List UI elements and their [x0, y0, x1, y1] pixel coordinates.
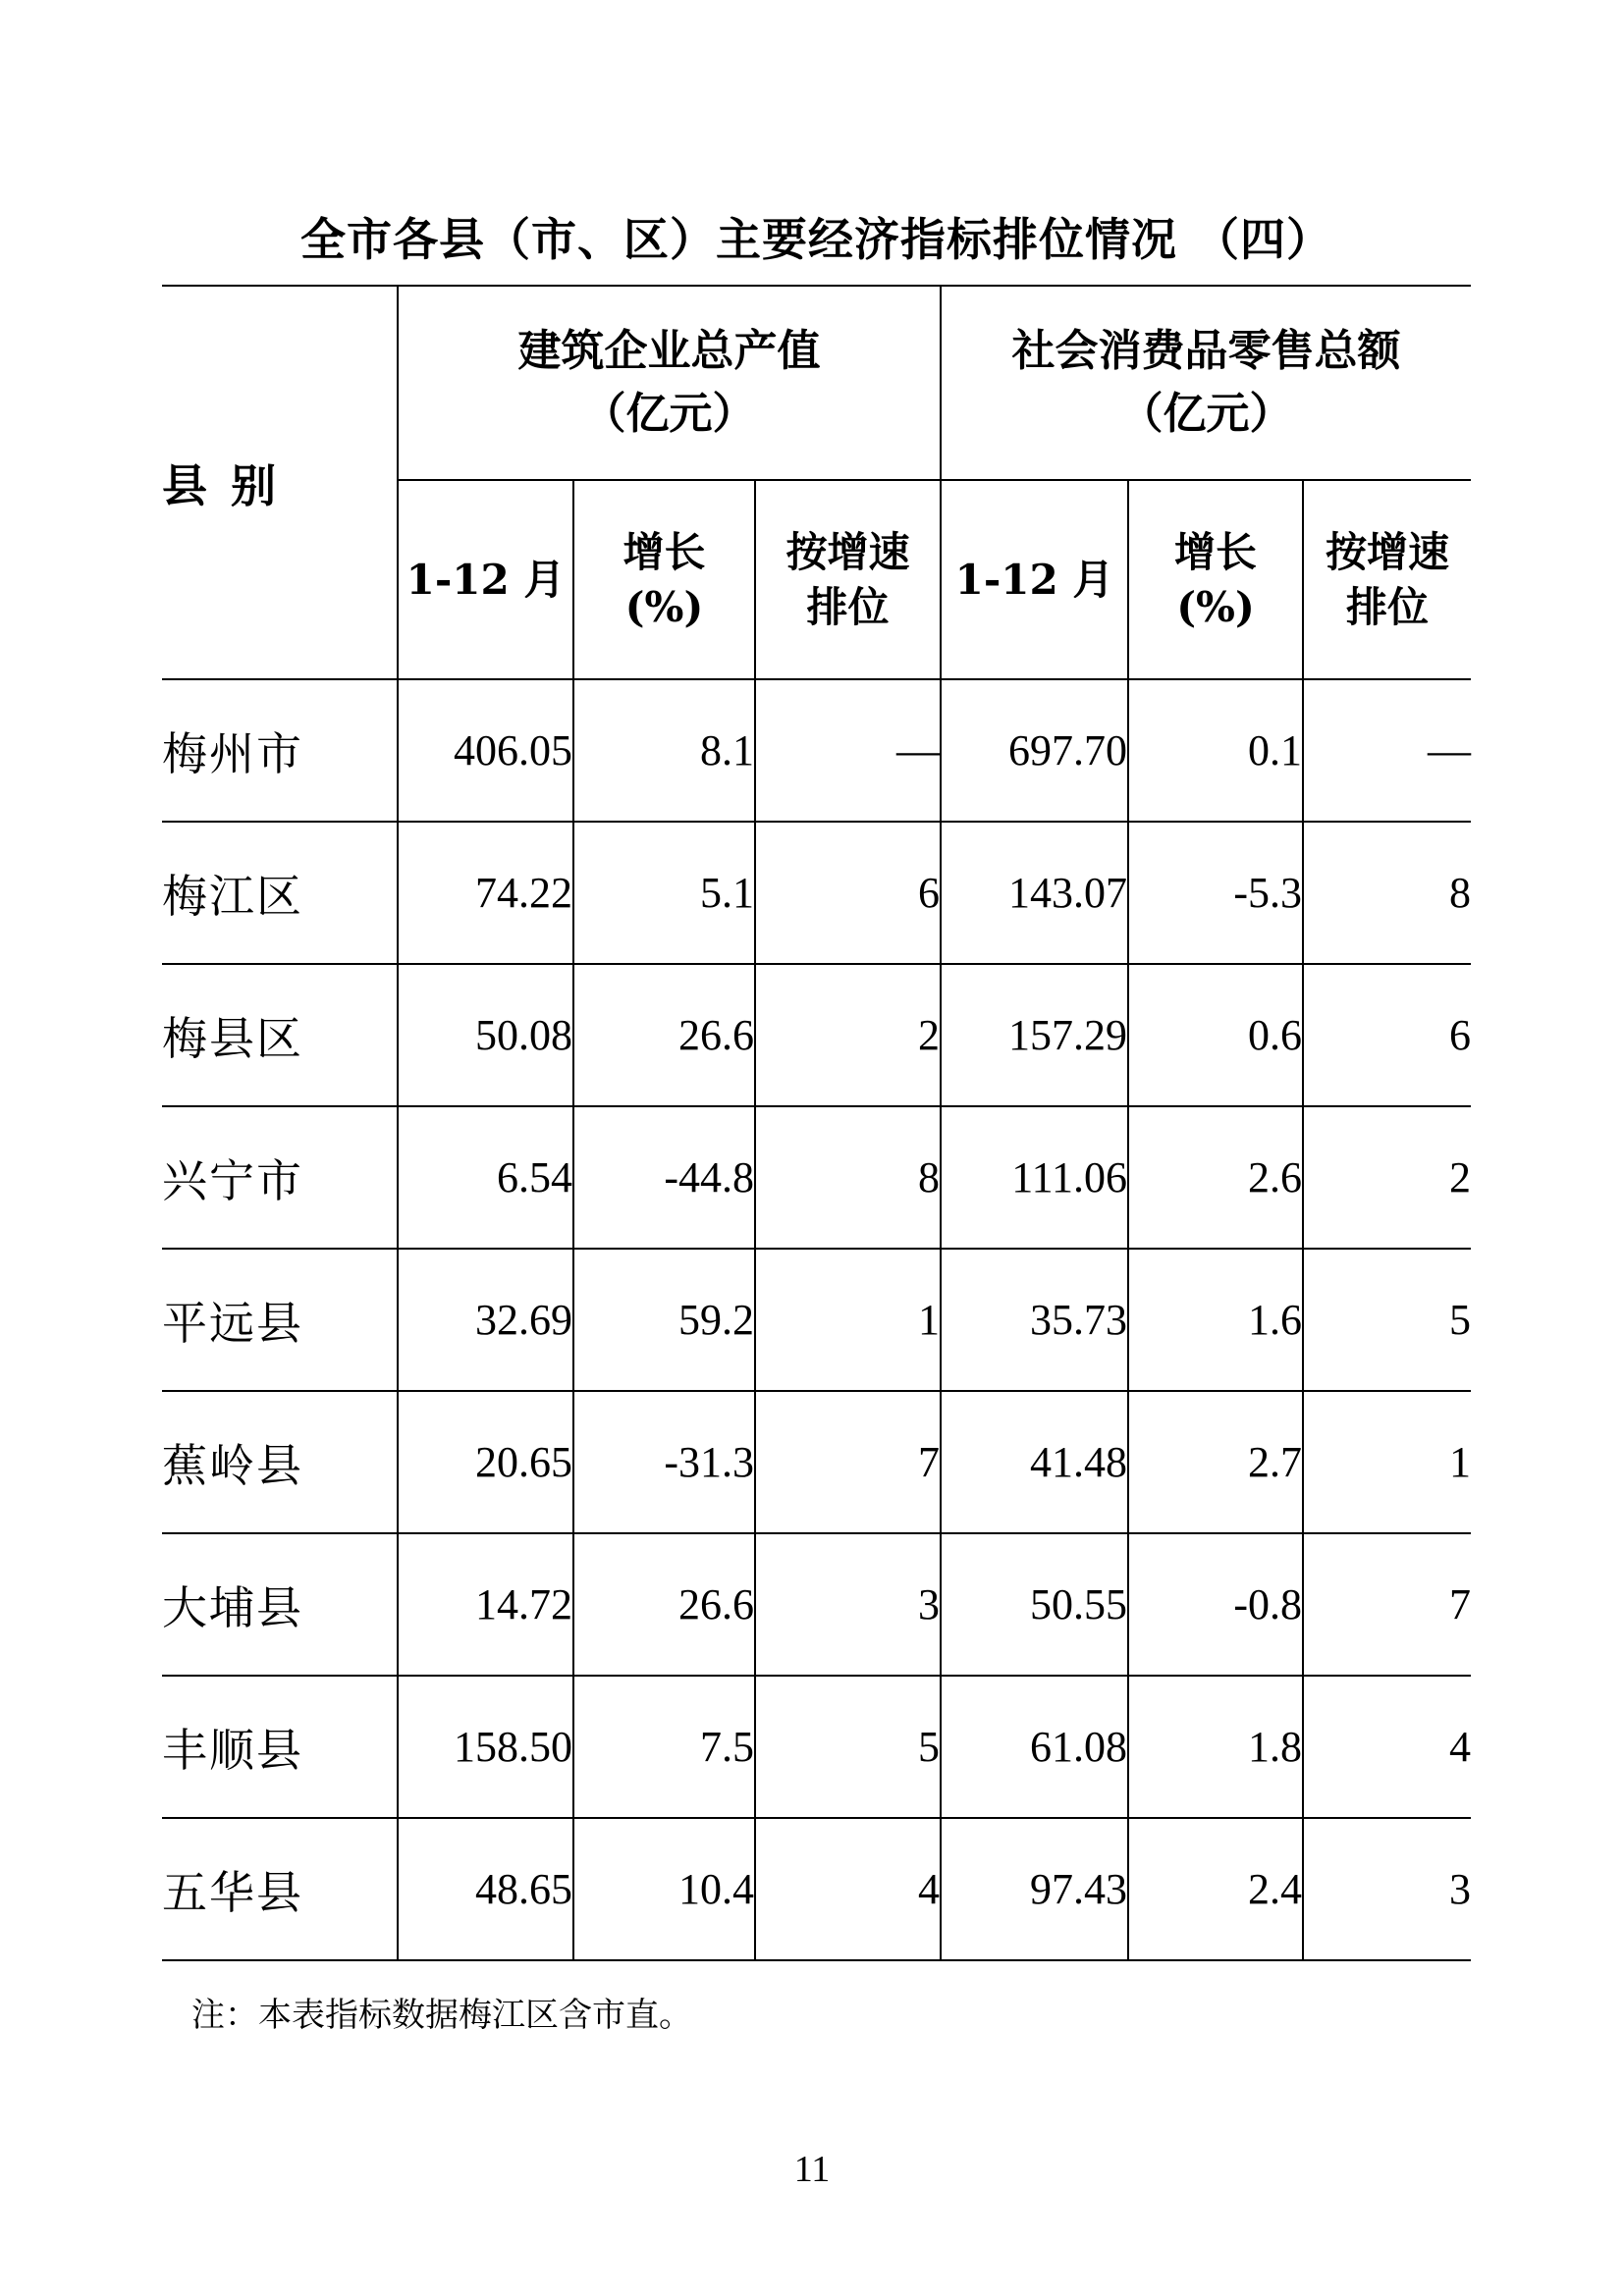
construction-rank: 8 — [755, 1106, 941, 1249]
retail-rank: 6 — [1303, 964, 1471, 1106]
construction-value: 32.69 — [398, 1249, 573, 1391]
table-row — [162, 1533, 1471, 1676]
retail-sales-header — [941, 286, 1471, 480]
construction-growth: 10.4 — [573, 1818, 755, 1960]
county-name: 兴宁市 — [162, 1106, 398, 1249]
retail-growth: 1.8 — [1128, 1676, 1303, 1818]
growth-unit: (%) — [624, 582, 704, 631]
retail-rank: 3 — [1303, 1818, 1471, 1960]
construction-rank: 7 — [755, 1391, 941, 1533]
retail-rank: 1 — [1303, 1391, 1471, 1533]
retail-growth: 2.4 — [1128, 1818, 1303, 1960]
county-name: 平远县 — [162, 1249, 398, 1391]
retail-growth: 1.6 — [1128, 1249, 1303, 1391]
construction-output-title: 建筑企业总产值 — [517, 326, 821, 376]
construction-output-unit: （亿元） — [582, 389, 756, 439]
county-name: 五华县 — [162, 1818, 398, 1960]
retail-sales-title: 社会消费品零售总额 — [1011, 326, 1401, 376]
construction-rank: — — [755, 679, 941, 822]
retail-rank: 8 — [1303, 822, 1471, 964]
retail-rank: 4 — [1303, 1676, 1471, 1818]
retail-growth-header — [1128, 480, 1303, 679]
table-footnote: 注：本表指标数据梅江区含市直。 — [191, 1996, 692, 2035]
retail-rank: — — [1303, 679, 1471, 822]
retail-growth: 2.6 — [1128, 1106, 1303, 1249]
retail-growth: 0.1 — [1128, 679, 1303, 822]
construction-growth: -31.3 — [573, 1391, 755, 1533]
construction-rank: 5 — [755, 1676, 941, 1818]
retail-growth: 0.6 — [1128, 964, 1303, 1106]
retail-value: 35.73 — [941, 1249, 1128, 1391]
county-header: 县别 — [162, 286, 398, 679]
retail-growth: -0.8 — [1128, 1533, 1303, 1676]
construction-growth: -44.8 — [573, 1106, 755, 1249]
table-row — [162, 822, 1471, 964]
construction-rank: 3 — [755, 1533, 941, 1676]
retail-sales-unit: （亿元） — [1119, 389, 1293, 439]
retail-value: 143.07 — [941, 822, 1128, 964]
growth-unit: (%) — [1176, 582, 1255, 631]
retail-rank: 7 — [1303, 1533, 1471, 1676]
construction-growth: 7.5 — [573, 1676, 755, 1818]
retail-value: 111.06 — [941, 1106, 1128, 1249]
retail-value: 157.29 — [941, 964, 1128, 1106]
rank-label-line2: 排位 — [806, 582, 890, 631]
construction-growth-header — [573, 480, 755, 679]
construction-output-header — [398, 286, 941, 480]
county-name: 大埔县 — [162, 1533, 398, 1676]
table-title: 全市各县（市、区）主要经济指标排位情况 （四） — [299, 213, 1332, 266]
construction-rank: 4 — [755, 1818, 941, 1960]
county-name: 梅州市 — [162, 679, 398, 822]
retail-rank-header — [1303, 480, 1471, 679]
retail-value: 50.55 — [941, 1533, 1128, 1676]
retail-value: 61.08 — [941, 1676, 1128, 1818]
table-row — [162, 1818, 1471, 1960]
retail-rank: 5 — [1303, 1249, 1471, 1391]
construction-value: 48.65 — [398, 1818, 573, 1960]
construction-value: 158.50 — [398, 1676, 573, 1818]
rank-label-line1: 按增速 — [1326, 527, 1450, 576]
rank-label-line2: 排位 — [1346, 582, 1430, 631]
construction-rank: 6 — [755, 822, 941, 964]
growth-label: 增长 — [623, 527, 706, 576]
construction-rank: 2 — [755, 964, 941, 1106]
page-number: 11 — [793, 2149, 831, 2190]
construction-growth: 5.1 — [573, 822, 755, 964]
retail-period-header: 1-12 月 — [941, 480, 1128, 679]
rank-label-line1: 按增速 — [785, 527, 910, 576]
growth-label: 增长 — [1174, 527, 1258, 576]
construction-value: 20.65 — [398, 1391, 573, 1533]
table-row — [162, 1391, 1471, 1533]
retail-rank: 2 — [1303, 1106, 1471, 1249]
table-row — [162, 1249, 1471, 1391]
retail-value: 97.43 — [941, 1818, 1128, 1960]
construction-rank-header — [755, 480, 941, 679]
table-row — [162, 679, 1471, 822]
construction-value: 50.08 — [398, 964, 573, 1106]
county-name: 梅江区 — [162, 822, 398, 964]
retail-growth: -5.3 — [1128, 822, 1303, 964]
table-row — [162, 964, 1471, 1106]
county-name: 蕉岭县 — [162, 1391, 398, 1533]
economic-indicators-table — [162, 285, 1471, 1961]
construction-growth: 26.6 — [573, 964, 755, 1106]
construction-value: 14.72 — [398, 1533, 573, 1676]
retail-growth: 2.7 — [1128, 1391, 1303, 1533]
retail-value: 697.70 — [941, 679, 1128, 822]
table-row — [162, 1676, 1471, 1818]
county-name: 丰顺县 — [162, 1676, 398, 1818]
construction-growth: 26.6 — [573, 1533, 755, 1676]
construction-rank: 1 — [755, 1249, 941, 1391]
table-row — [162, 1106, 1471, 1249]
retail-value: 41.48 — [941, 1391, 1128, 1533]
construction-period-header: 1-12 月 — [398, 480, 573, 679]
construction-growth: 8.1 — [573, 679, 755, 822]
construction-growth: 59.2 — [573, 1249, 755, 1391]
construction-value: 74.22 — [398, 822, 573, 964]
construction-value: 6.54 — [398, 1106, 573, 1249]
county-name: 梅县区 — [162, 964, 398, 1106]
construction-value: 406.05 — [398, 679, 573, 822]
